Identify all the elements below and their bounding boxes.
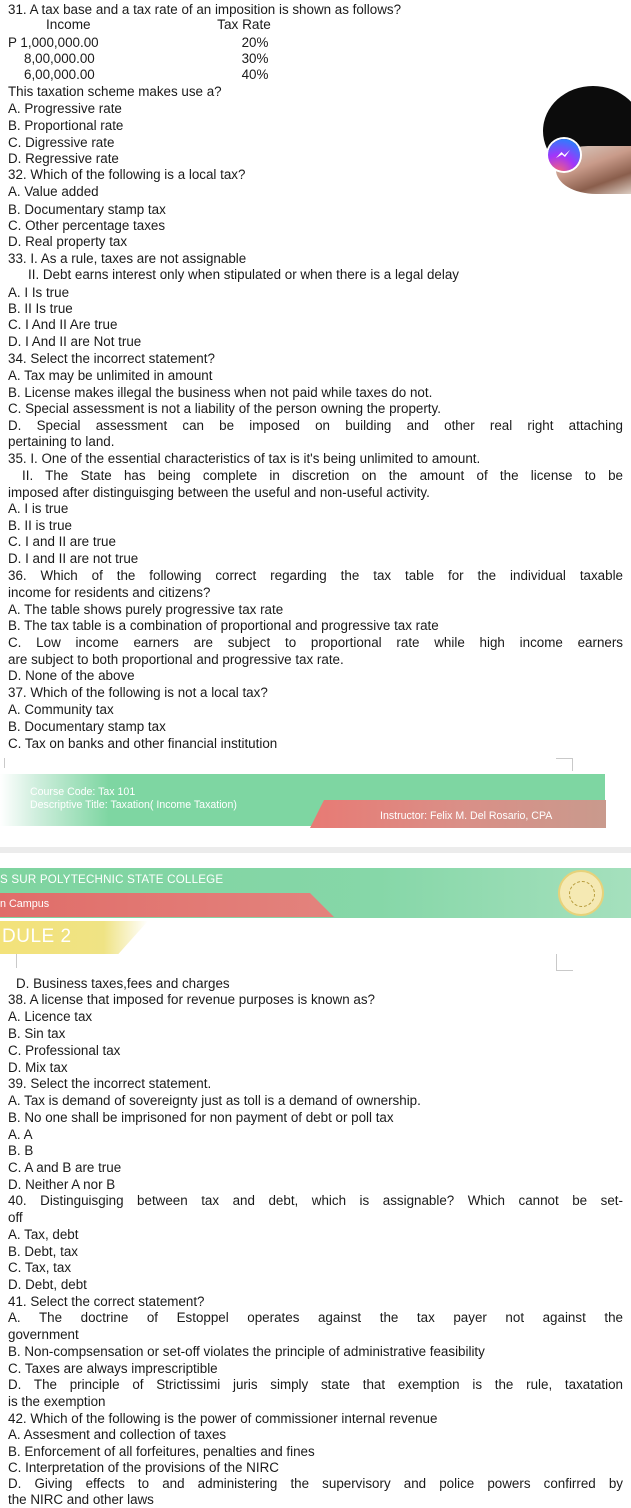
q37-option-b: B. Documentary stamp tax xyxy=(8,719,166,734)
q37-question: 37. Which of the following is not a local tax? xyxy=(8,685,268,700)
q38-option-a: A. Licence tax xyxy=(8,1009,93,1024)
q33-option-a: A. I Is true xyxy=(8,285,70,300)
q33-option-d: D. I And II are Not true xyxy=(8,334,142,349)
q34-option-d: D. Special assessment can be imposed on building and other real right attaching xyxy=(8,418,623,433)
q37-option-d: D. Business taxes,fees and charges xyxy=(16,976,230,991)
income-cell: 6,00,000.00 xyxy=(24,67,95,82)
q38-option-d: D. Mix tax xyxy=(8,1060,68,1075)
q34-option-b: B. License makes illegal the business when not paid while taxes do not. xyxy=(8,385,433,400)
q31-option-b: B. Proportional rate xyxy=(8,118,124,133)
q39-question: 39. Select the incorrect statement. xyxy=(8,1076,212,1091)
q42-option-a: A. Assesment and collection of taxes xyxy=(8,1427,227,1442)
course-code: Course Code: Tax 101 xyxy=(30,786,136,798)
page-separator xyxy=(0,847,631,853)
q31-question: 31. A tax base and a tax rate of an imposition is shown as follows? xyxy=(8,2,402,17)
campus-name: n Campus xyxy=(0,898,50,910)
q42-option-d-continued: the NIRC and other laws xyxy=(8,1492,154,1507)
instructor-name: Instructor: Felix M. Del Rosario, CPA xyxy=(380,810,553,822)
q34-option-a: A. Tax may be unlimited in amount xyxy=(8,368,213,383)
q35-option-c: C. I and II are true xyxy=(8,534,116,549)
rate-cell: 40% xyxy=(241,67,269,82)
campus-banner xyxy=(0,893,334,917)
income-column-header: Income xyxy=(46,17,91,32)
messenger-icon[interactable] xyxy=(548,139,580,171)
q32-option-c: C. Other percentage taxes xyxy=(8,218,166,233)
q36-option-b: B. The tax table is a combination of proportional and progressive tax rate xyxy=(8,618,439,633)
q34-option-c: C. Special assessment is not a liability of the person owning the property. xyxy=(8,401,441,416)
income-cell: P 1,000,000.00 xyxy=(8,35,99,50)
q31-option-a: A. Progressive rate xyxy=(8,101,122,116)
q41-question: 41. Select the correct statement? xyxy=(8,1294,205,1309)
college-name: S SUR POLYTECHNIC STATE COLLEGE xyxy=(0,873,224,886)
q40-option-b: B. Debt, tax xyxy=(8,1244,78,1259)
q39-option-d: D. Neither A nor B xyxy=(8,1177,116,1192)
page-corner-mark xyxy=(6,954,17,968)
q39-option-a: A. A xyxy=(8,1127,33,1142)
q41-option-d: D. The principle of Strictissimi juris simply state that exemption is the rule, taxatation xyxy=(8,1377,623,1392)
q38-option-c: C. Professional tax xyxy=(8,1043,121,1058)
q34-option-d-continued: pertaining to land. xyxy=(8,434,115,449)
q40-question: 40. Distinguisging between tax and debt, which is assignable? Which cannot be set- xyxy=(8,1193,623,1208)
q38-option-b: B. Sin tax xyxy=(8,1026,66,1041)
module-title: DULE 2 xyxy=(2,926,72,947)
q32-option-b: B. Documentary stamp tax xyxy=(8,202,166,217)
q40-option-c: C. Tax, tax xyxy=(8,1260,72,1275)
q31-option-d: D. Regressive rate xyxy=(8,151,119,166)
tax-rate-column-header: Tax Rate xyxy=(217,17,271,32)
q32-question: 32. Which of the following is a local tax? xyxy=(8,167,246,182)
q33-option-c: C. I And II Are true xyxy=(8,317,118,332)
q39-statement-a: A. Tax is demand of sovereignty just as toll is a demand of ownership. xyxy=(8,1093,421,1108)
q39-option-b: B. B xyxy=(8,1143,34,1158)
q33-question: 33. I. As a rule, taxes are not assignable xyxy=(8,251,247,266)
q38-question: 38. A license that imposed for revenue purposes is known as? xyxy=(8,992,375,1007)
q42-option-d: D. Giving effects to and administering the supervisory and police powers confirred by xyxy=(8,1476,623,1491)
page-corner-mark xyxy=(4,758,15,768)
q40-question-continued: off xyxy=(8,1210,23,1225)
q42-option-c: C. Interpretation of the provisions of the NIRC xyxy=(8,1460,279,1475)
course-title: Descriptive Title: Taxation( Income Taxation) xyxy=(30,799,237,811)
q41-option-c: C. Taxes are always imprescriptible xyxy=(8,1361,218,1376)
q41-option-a-continued: government xyxy=(8,1327,79,1342)
college-seal-icon xyxy=(558,870,604,916)
q31-stem: This taxation scheme makes use a? xyxy=(8,84,222,99)
q34-question: 34. Select the incorrect statement? xyxy=(8,351,215,366)
q41-option-b: B. Non-compsensation or set-off violates the principle of administrative feasibility xyxy=(8,1344,485,1359)
q35-question: 35. I. One of the essential characteristics of tax is it's being unlimited to amount. xyxy=(8,451,481,466)
q35-option-d: D. I and II are not true xyxy=(8,551,139,566)
rate-cell: 30% xyxy=(241,51,269,66)
q36-option-a: A. The table shows purely progressive tax rate xyxy=(8,602,284,617)
q35-statement-2: II. The State has being complete in discretion on the amount of the license to be xyxy=(22,468,623,483)
q39-statement-b: B. No one shall be imprisoned for non payment of debt or poll tax xyxy=(8,1110,394,1125)
q40-option-d: D. Debt, debt xyxy=(8,1277,87,1292)
q33-option-b: B. II Is true xyxy=(8,301,73,316)
q36-option-c-continued: are subject to both proportional and progressive tax rate. xyxy=(8,652,344,667)
q36-question: 36. Which of the following correct regarding the tax table for the individual taxable xyxy=(8,568,623,583)
q35-option-a: A. I is true xyxy=(8,501,69,516)
page-corner-mark xyxy=(556,954,573,971)
q32-option-d: D. Real property tax xyxy=(8,234,128,249)
q32-option-a: A. Value added xyxy=(8,184,99,199)
q33-statement-2: II. Debt earns interest only when stipulated or when there is a legal delay xyxy=(28,267,459,282)
q41-option-d-continued: is the exemption xyxy=(8,1394,106,1409)
q36-option-c: C. Low income earners are subject to proportional rate while high income earners xyxy=(8,635,623,650)
q37-option-c: C. Tax on banks and other financial institution xyxy=(8,736,278,751)
q41-option-a: A. The doctrine of Estoppel operates against the tax payer not against the xyxy=(8,1310,623,1325)
q42-option-b: B. Enforcement of all forfeitures, penalties and fines xyxy=(8,1444,315,1459)
q31-option-c: C. Digressive rate xyxy=(8,135,115,150)
income-cell: 8,00,000.00 xyxy=(24,51,95,66)
q36-question-continued: income for residents and citizens? xyxy=(8,585,211,600)
q35-statement-2-continued: imposed after distinguisging between the useful and non-useful activity. xyxy=(8,485,430,500)
page-corner-mark xyxy=(556,758,573,771)
q36-option-d: D. None of the above xyxy=(8,668,135,683)
rate-cell: 20% xyxy=(241,35,269,50)
q35-option-b: B. II is true xyxy=(8,518,72,533)
q40-option-a: A. Tax, debt xyxy=(8,1227,79,1242)
q42-question: 42. Which of the following is the power of commissioner internal revenue xyxy=(8,1411,438,1426)
q39-option-c: C. A and B are true xyxy=(8,1160,122,1175)
q37-option-a: A. Community tax xyxy=(8,702,114,717)
